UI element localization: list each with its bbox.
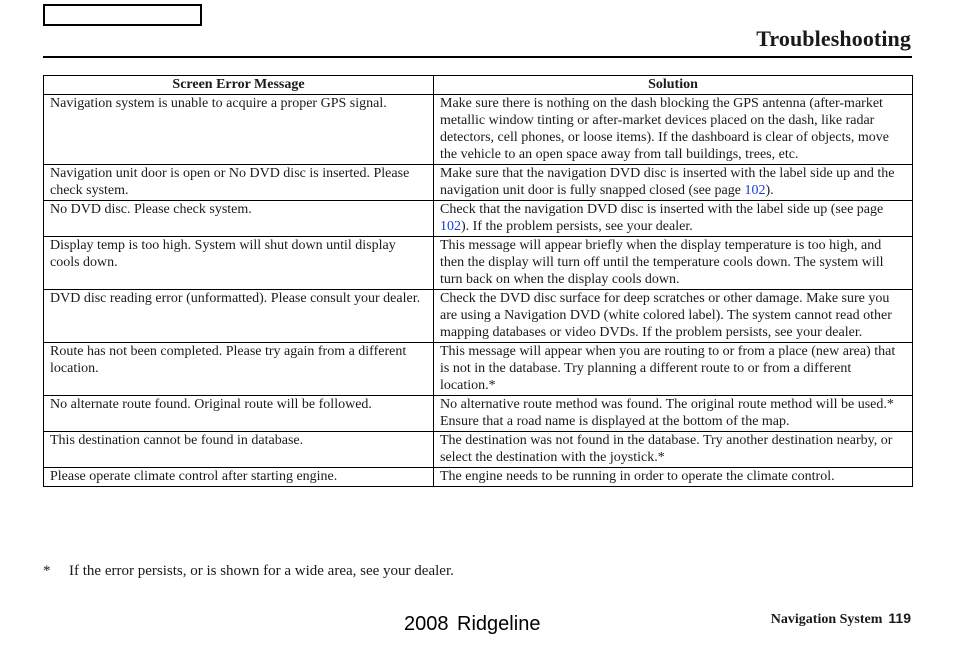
solution-text: No alternative route method was found. The original route method will be used.* — [440, 397, 894, 412]
footnote — [43, 563, 454, 580]
page-number: 119 — [888, 610, 911, 626]
table-header-row — [44, 76, 913, 95]
error-message-cell: Display temp is too high. System will shut down until display cools down. — [44, 237, 434, 290]
table-row — [44, 396, 913, 432]
table-row — [44, 201, 913, 237]
solution-text: Make sure that the navigation DVD disc is inserted with the label side up and the navigation unit door is fully snapped closed (see page — [440, 166, 895, 198]
solution-extra-text: Ensure that a road name is displayed at the bottom of the map. — [440, 414, 790, 429]
error-message-cell: No alternate route found. Original route will be followed. — [44, 396, 434, 432]
solution-cell — [434, 165, 913, 201]
solution-text: Check that the navigation DVD disc is inserted with the label side up (see page — [440, 202, 884, 217]
error-message-cell: Route has not been completed. Please try again from a different location. — [44, 343, 434, 396]
solution-text: ). If the problem persists, see your dealer. — [461, 219, 693, 234]
table-row — [44, 290, 913, 343]
error-message-cell: Navigation system is unable to acquire a proper GPS signal. — [44, 95, 434, 165]
error-message-cell: Navigation unit door is open or No DVD disc is inserted. Please check system. — [44, 165, 434, 201]
title-rule — [43, 56, 912, 58]
solution-cell: The destination was not found in the database. Try another destination nearby, or select the destination with the joystick.* — [434, 432, 913, 468]
solution-cell: Check the DVD disc surface for deep scratches or other damage. Make sure you are using a Navigation DVD (white colored label). The system cannot read other mapping databases or video DVDs. If the problem persists, see your dealer. — [434, 290, 913, 343]
model-label: 2008 Ridgeline — [404, 613, 541, 635]
error-message-cell: DVD disc reading error (unformatted). Please consult your dealer. — [44, 290, 434, 343]
page-reference-link[interactable]: 102 — [440, 219, 461, 234]
error-message-cell: This destination cannot be found in database. — [44, 432, 434, 468]
solution-cell — [434, 201, 913, 237]
error-message-cell: No DVD disc. Please check system. — [44, 201, 434, 237]
solution-cell: The engine needs to be running in order to operate the climate control. — [434, 468, 913, 487]
table-row — [44, 237, 913, 290]
column-header-solution: Solution — [434, 76, 913, 95]
footnote-mark: * — [43, 563, 51, 579]
solution-cell: Make sure there is nothing on the dash blocking the GPS antenna (after-market metallic window tinting or after-market devices placed on the dash, like radar detectors, cell phones, or loose items). If the dashboard is clear of objects, move the vehicle to an open space away from tall buildings, trees, etc. — [434, 95, 913, 165]
table-row — [44, 165, 913, 201]
footer-section-name: Navigation System — [770, 612, 883, 627]
table-row — [44, 468, 913, 487]
table-row — [44, 432, 913, 468]
solution-cell: This message will appear briefly when the display temperature is too high, and then the display will turn off until the temperature cools down. The system will turn back on when the display cools down. — [434, 237, 913, 290]
error-message-cell: Please operate climate control after starting engine. — [44, 468, 434, 487]
solution-cell — [434, 396, 913, 432]
column-header-message: Screen Error Message — [44, 76, 434, 95]
page-reference-link[interactable]: 102 — [744, 183, 766, 198]
solution-cell: This message will appear when you are routing to or from a place (new area) that is not in the database. Try planning a different route to or from a different location.* — [434, 343, 913, 396]
header-tab-box — [43, 4, 202, 26]
table-row — [44, 343, 913, 396]
table-row — [44, 95, 913, 165]
footnote-text: If the error persists, or is shown for a wide area, see your dealer. — [69, 563, 454, 579]
section-title: Troubleshooting — [756, 26, 911, 51]
error-message-table — [43, 75, 913, 487]
page-footer — [771, 610, 911, 628]
solution-text: ). — [765, 183, 774, 198]
